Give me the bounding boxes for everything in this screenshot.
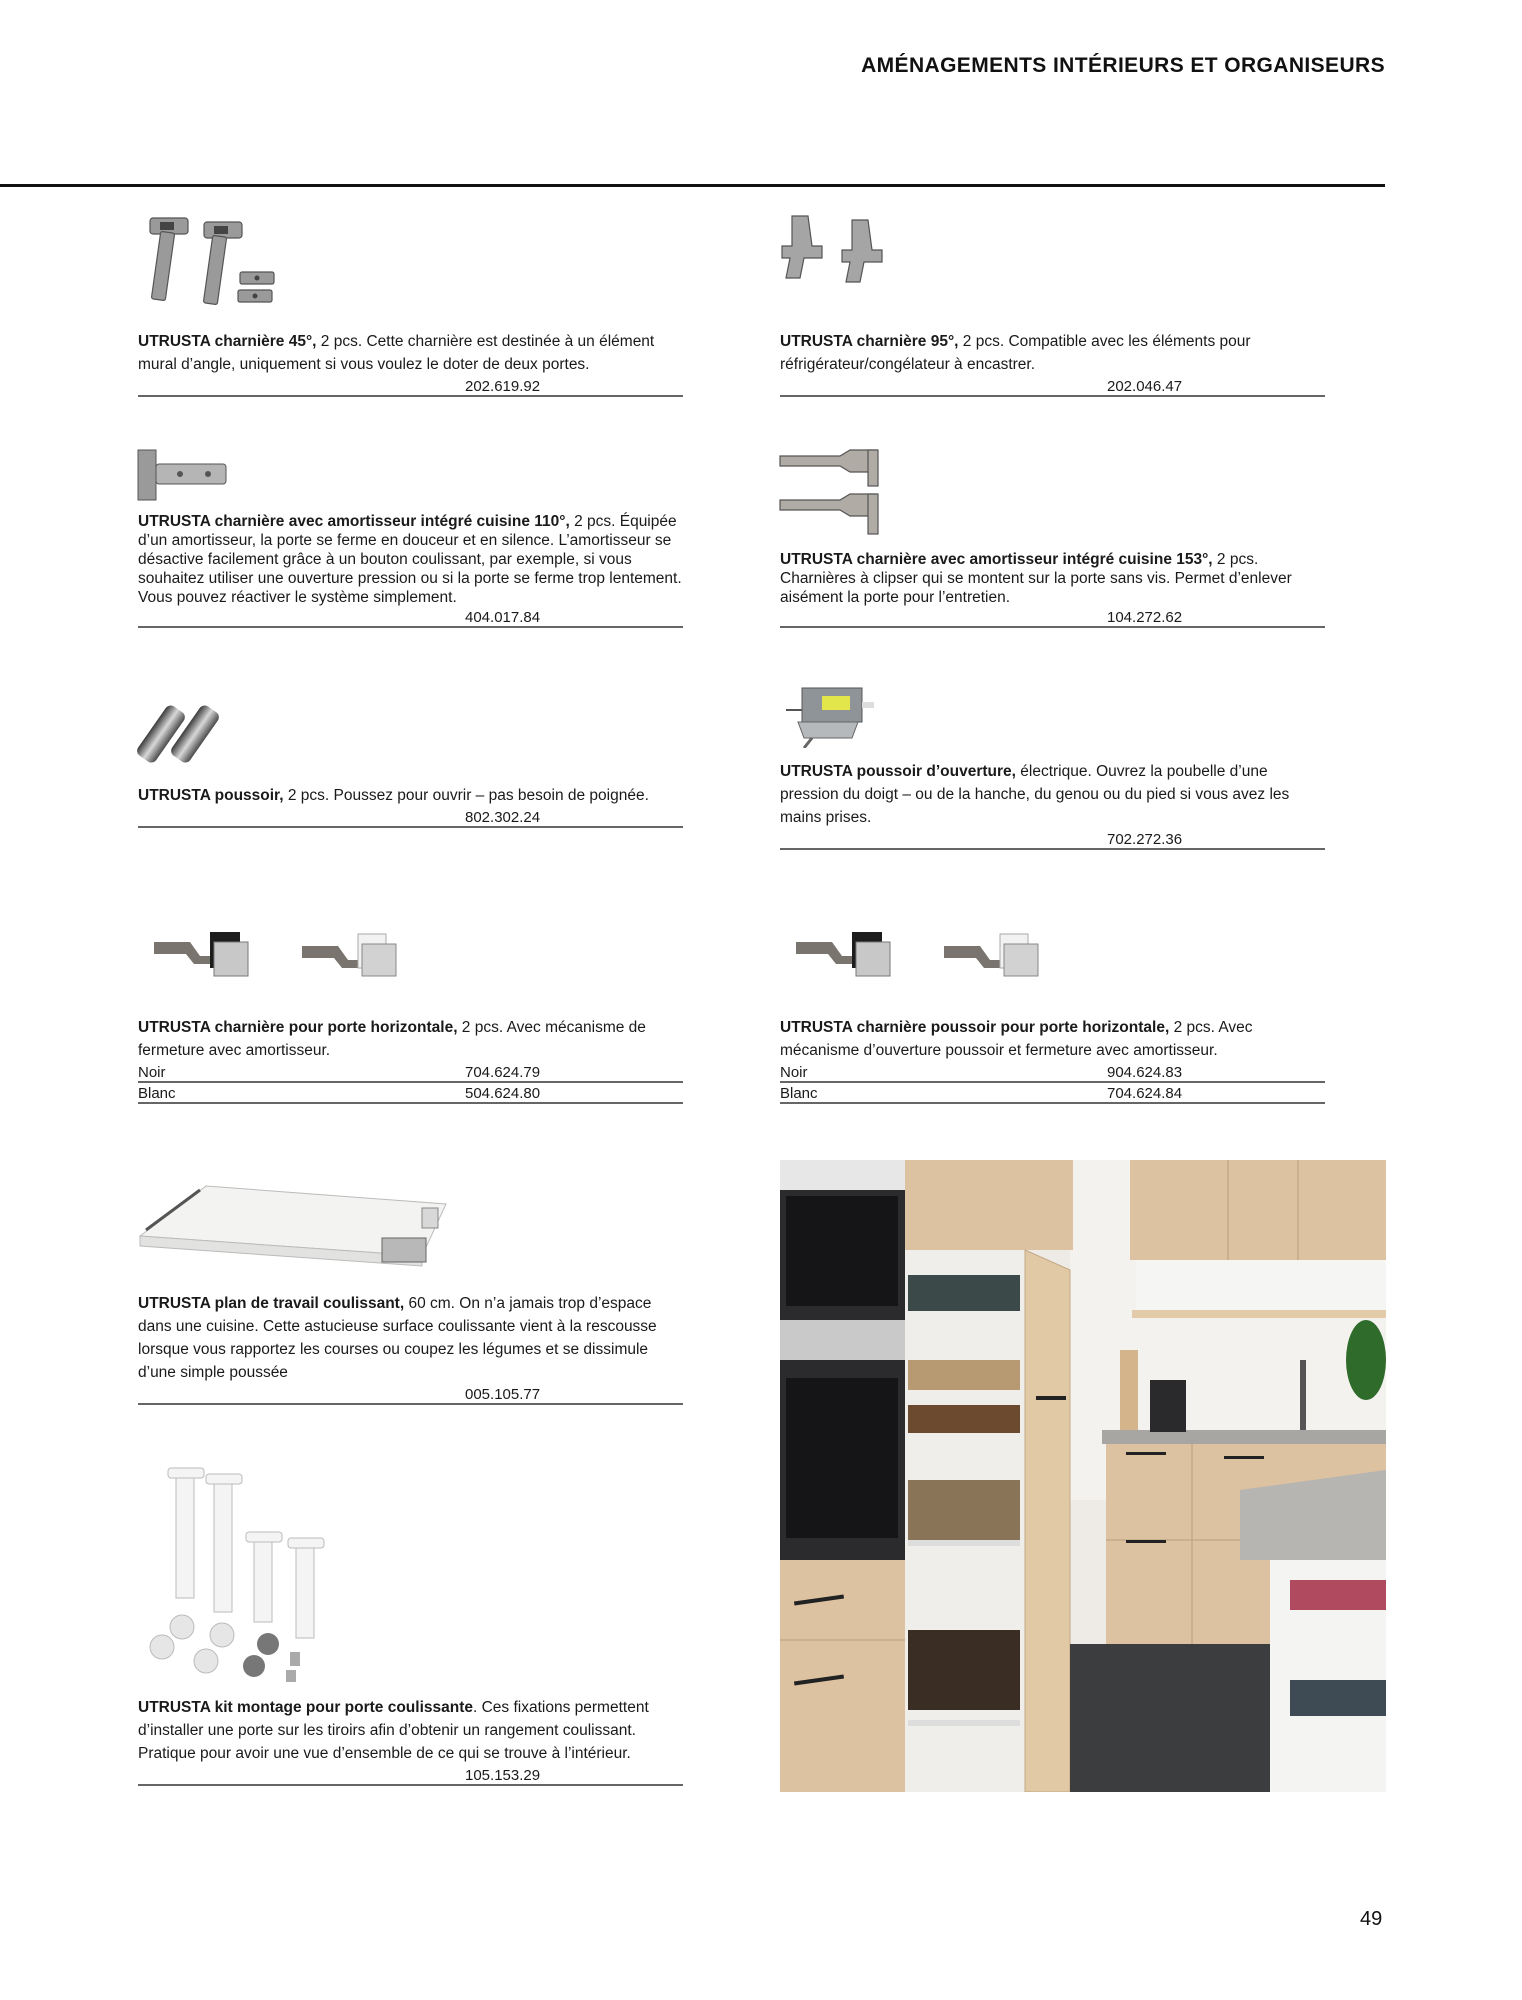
article-number: 802.302.24 bbox=[465, 809, 541, 826]
article-row bbox=[138, 376, 683, 397]
product-name: UTRUSTA charnière 45°, bbox=[138, 333, 317, 350]
article-variant: Blanc bbox=[138, 1085, 176, 1102]
product-hinge-110 bbox=[138, 512, 683, 628]
article-number: 904.624.83 bbox=[1107, 1064, 1183, 1081]
product-name: UTRUSTA charnière 95°, bbox=[780, 333, 959, 350]
product-name: UTRUSTA charnière avec amortisseur intégré cuisine 110°, bbox=[138, 513, 570, 530]
article-number: 005.105.77 bbox=[465, 1386, 541, 1403]
product-text: 2 pcs. Compatible avec les éléments pour réfrigérateur/congélateur à encastrer. bbox=[780, 333, 1251, 373]
product-name: UTRUSTA charnière pour porte horizontale, bbox=[138, 1019, 458, 1036]
product-name: UTRUSTA charnière poussoir pour porte horizontale, bbox=[780, 1019, 1170, 1036]
product-description bbox=[138, 784, 683, 807]
page-number: 49 bbox=[1360, 1908, 1383, 1930]
product-pull-out-worktop bbox=[138, 1292, 683, 1405]
article-number: 404.017.84 bbox=[465, 609, 541, 626]
product-description bbox=[780, 330, 1325, 376]
product-text: 2 pcs. Avec mécanisme d’ouverture poussoir et fermeture avec amortisseur. bbox=[780, 1019, 1253, 1059]
article-row bbox=[138, 807, 683, 828]
article-row bbox=[138, 607, 683, 628]
product-text: 2 pcs. Charnières à clipser qui se montent sur la porte sans vis. Permet d’enlever aisément la porte pour l’entretien. bbox=[780, 551, 1292, 606]
hinge-153-icon bbox=[776, 446, 886, 538]
article-number: 704.624.84 bbox=[1107, 1085, 1183, 1102]
article-variant: Blanc bbox=[780, 1085, 818, 1102]
product-hinge-153 bbox=[780, 550, 1325, 628]
product-name: UTRUSTA poussoir d’ouverture, bbox=[780, 763, 1016, 780]
article-number: 104.272.62 bbox=[1107, 609, 1183, 626]
article-variant: Noir bbox=[780, 1064, 808, 1081]
product-description bbox=[138, 1696, 683, 1765]
product-horizontal-push-hinge bbox=[780, 1016, 1325, 1104]
product-text: électrique. Ouvrez la poubelle d’une pression du doigt – ou de la hanche, du genou ou du pied si vous avez les mains prises. bbox=[780, 763, 1290, 826]
product-horizontal-door-hinge bbox=[138, 1016, 683, 1104]
push-opener-icon bbox=[136, 700, 236, 768]
article-number: 202.619.92 bbox=[465, 378, 541, 395]
product-description bbox=[138, 330, 683, 376]
article-row bbox=[780, 607, 1325, 628]
article-row bbox=[780, 1083, 1325, 1104]
product-hinge-95 bbox=[780, 330, 1325, 397]
article-row bbox=[780, 376, 1325, 397]
product-name: UTRUSTA plan de travail coulissant, bbox=[138, 1295, 405, 1312]
article-row bbox=[138, 1765, 683, 1786]
product-description bbox=[138, 512, 683, 607]
electric-opener-icon bbox=[784, 680, 884, 748]
article-number: 704.624.79 bbox=[465, 1064, 541, 1081]
product-name: UTRUSTA poussoir, bbox=[138, 787, 284, 804]
article-row bbox=[138, 1384, 683, 1405]
product-push-opener bbox=[138, 784, 683, 828]
product-description bbox=[780, 550, 1325, 607]
article-variant: Noir bbox=[138, 1064, 166, 1081]
product-sliding-door-kit bbox=[138, 1696, 683, 1786]
product-text: 2 pcs. Avec mécanisme de fermeture avec amortisseur. bbox=[138, 1019, 646, 1059]
product-electric-opener bbox=[780, 760, 1325, 850]
product-text: 2 pcs. Cette charnière est destinée à un élément mural d’angle, uniquement si vous voulez le doter de deux portes. bbox=[138, 333, 655, 373]
hinge-110-icon bbox=[136, 448, 236, 504]
article-row bbox=[780, 1062, 1325, 1083]
article-row bbox=[138, 1062, 683, 1083]
horizontal-door-hinge-icon bbox=[150, 922, 410, 982]
pull-out-worktop-icon bbox=[136, 1182, 452, 1284]
product-description bbox=[138, 1016, 683, 1062]
article-row bbox=[780, 829, 1325, 850]
product-description bbox=[138, 1292, 683, 1384]
sliding-door-kit-icon bbox=[140, 1462, 330, 1682]
product-name: UTRUSTA charnière avec amortisseur intégré cuisine 153°, bbox=[780, 551, 1213, 568]
article-number: 504.624.80 bbox=[465, 1085, 541, 1102]
product-hinge-45 bbox=[138, 330, 683, 397]
product-text: 2 pcs. Poussez pour ouvrir – pas besoin de poignée. bbox=[283, 787, 649, 804]
horizontal-push-hinge-icon bbox=[792, 922, 1052, 982]
article-number: 202.046.47 bbox=[1107, 378, 1183, 395]
product-name: UTRUSTA kit montage pour porte coulissante bbox=[138, 1699, 473, 1716]
product-text: . Ces fixations permettent d’installer une porte sur les tiroirs afin d’obtenir un rangement coulissant. Pratique pour avoir une vue d’ensemble de ce qui se trouve à l’intérieur. bbox=[138, 1699, 649, 1762]
product-description bbox=[780, 1016, 1325, 1062]
article-row bbox=[138, 1083, 683, 1104]
section-title: AMÉNAGEMENTS INTÉRIEURS ET ORGANISEURS bbox=[861, 54, 1385, 77]
product-text: 2 pcs. Équipée d’un amortisseur, la porte se ferme en douceur et en silence. L’amortisseur se désactive facilement grâce à un bouton coulissant, par exemple, si vous souhaitez utiliser une ouverture pression ou si la porte se ferme trop lentement. Vous pouvez réactiver le système simplement. bbox=[138, 513, 682, 606]
kitchen-pull-out-pantry-photo bbox=[780, 1160, 1386, 1792]
article-number: 105.153.29 bbox=[465, 1767, 541, 1784]
product-description bbox=[780, 760, 1325, 829]
hinge-95-icon bbox=[778, 212, 898, 286]
product-text: 60 cm. On n’a jamais trop d’espace dans une cuisine. Cette astucieuse surface coulissante vient à la rescousse lorsque vous rapportez les courses ou coupez les légumes et se dissimule d’une simple poussée bbox=[138, 1295, 657, 1381]
hinge-45-icon bbox=[136, 214, 281, 314]
header-rule bbox=[0, 184, 1385, 187]
article-number: 702.272.36 bbox=[1107, 831, 1183, 848]
